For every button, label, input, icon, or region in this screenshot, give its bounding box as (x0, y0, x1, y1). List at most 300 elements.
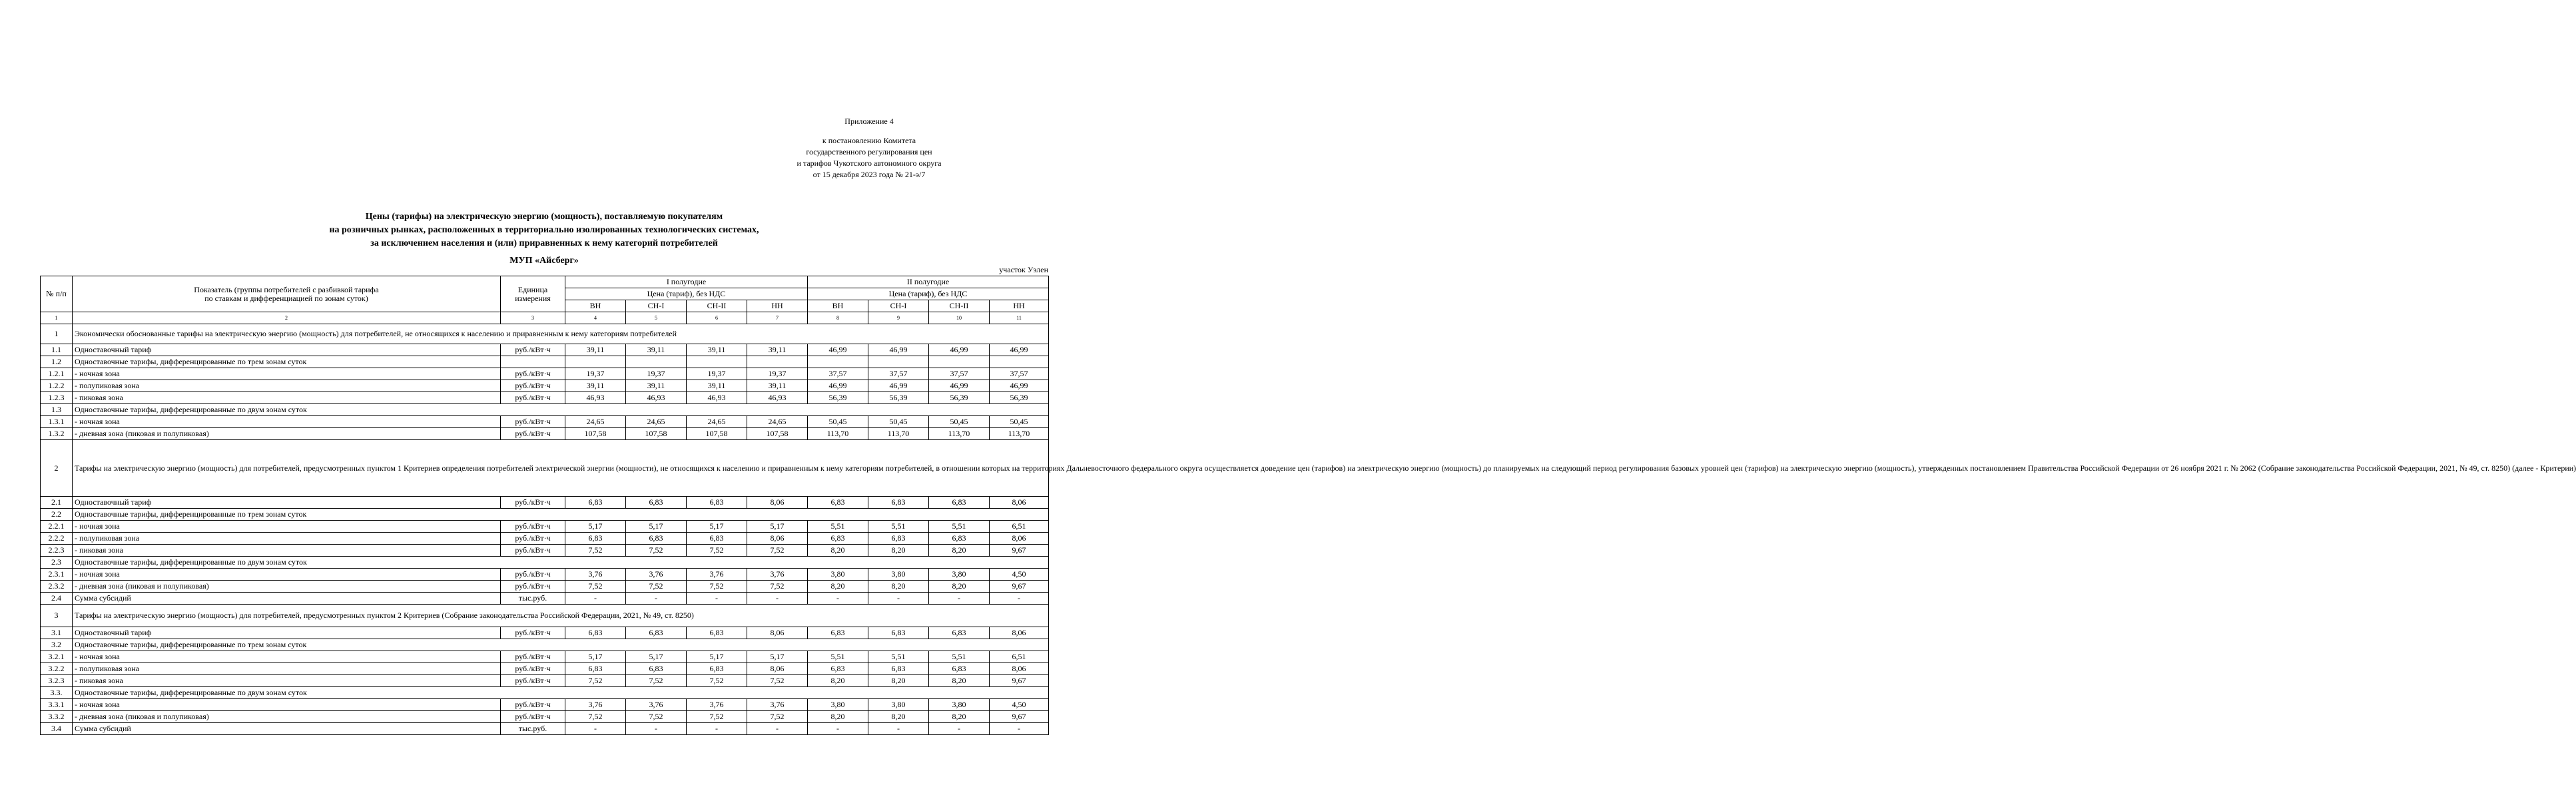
header-level: СН-II (929, 300, 990, 312)
tariff-value: 7,52 (747, 581, 808, 593)
tariff-value: 8,20 (868, 545, 929, 557)
tariff-value: 46,99 (808, 380, 868, 392)
organization-name: МУП «Айсберг» (509, 256, 579, 266)
tariff-value: 4,50 (990, 699, 1049, 711)
tariff-value: 3,76 (747, 569, 808, 581)
tariff-value: 6,83 (626, 533, 687, 545)
row-unit: тыс.руб. (501, 593, 565, 605)
header-level: НН (990, 300, 1049, 312)
tariff-value: 5,51 (808, 651, 868, 663)
row-name: - ночная зона (73, 416, 501, 428)
tariff-value: 7,52 (687, 711, 747, 723)
tariff-value: 6,51 (990, 521, 1049, 533)
tariff-value: 7,52 (687, 581, 747, 593)
tariff-value: 6,83 (868, 663, 929, 675)
tariff-value: 8,06 (990, 663, 1049, 675)
table-row (41, 533, 1049, 545)
table-row (41, 521, 1049, 533)
tariff-value: - (868, 723, 929, 735)
row-number: 2.2.2 (41, 533, 73, 545)
tariff-value: 46,93 (687, 392, 747, 404)
tariff-value: 113,70 (808, 428, 868, 440)
tariff-value: 46,99 (808, 344, 868, 356)
title-line: за исключением населения и (или) приравненных к нему категорий потребителей (370, 238, 718, 248)
document-title (40, 210, 1048, 268)
column-number: 1 (41, 312, 73, 324)
header-price-1: Цена (тариф), без НДС (565, 288, 808, 300)
title-line: Цены (тарифы) на электрическую энергию (мощность), поставляемую покупателям (365, 212, 723, 222)
row-name: - ночная зона (73, 368, 501, 380)
tariff-value: 39,11 (565, 344, 626, 356)
appendix-line: к постановлению Комитета (822, 136, 916, 145)
header-half1: I полугодие (565, 276, 808, 288)
tariff-value: 8,20 (868, 675, 929, 687)
tariff-value: 113,70 (868, 428, 929, 440)
table-row (41, 497, 1049, 509)
tariff-value: 39,11 (565, 380, 626, 392)
tariff-value: 8,20 (868, 581, 929, 593)
tariff-value: 5,51 (929, 521, 990, 533)
row-number: 1.2.2 (41, 380, 73, 392)
row-number: 3.3. (41, 687, 73, 699)
row-number: 1.3.1 (41, 416, 73, 428)
row-unit: руб./кВт·ч (501, 581, 565, 593)
tariff-value: - (565, 723, 626, 735)
tariff-value: 5,51 (868, 521, 929, 533)
tariff-value: 24,65 (565, 416, 626, 428)
tariff-value: 5,17 (687, 521, 747, 533)
group-row (41, 356, 1049, 368)
tariff-value: - (929, 723, 990, 735)
tariff-value: 8,06 (747, 497, 808, 509)
row-name: - пиковая зона (73, 392, 501, 404)
row-name: Одноставочный тариф (73, 627, 501, 639)
tariff-value: 39,11 (626, 344, 687, 356)
tariff-value: 56,39 (868, 392, 929, 404)
column-number: 5 (626, 312, 687, 324)
table-row (41, 663, 1049, 675)
row-unit: тыс.руб. (501, 723, 565, 735)
tariff-value: 46,99 (990, 380, 1049, 392)
group-row (41, 509, 1049, 521)
tariff-value: 6,83 (565, 497, 626, 509)
table-row (41, 368, 1049, 380)
empty-cell (501, 356, 565, 368)
tariff-value: 8,20 (808, 545, 868, 557)
row-unit: руб./кВт·ч (501, 380, 565, 392)
tariff-value: 3,76 (626, 569, 687, 581)
section-row (41, 324, 1049, 344)
header-level: НН (747, 300, 808, 312)
tariff-table (40, 276, 2576, 735)
tariff-value: 3,76 (747, 699, 808, 711)
tariff-value: 113,70 (990, 428, 1049, 440)
row-number: 3.4 (41, 723, 73, 735)
group-row (41, 557, 1049, 569)
row-number: 3.2.2 (41, 663, 73, 675)
empty-cell (687, 356, 747, 368)
header-level: ВН (808, 300, 868, 312)
row-unit: руб./кВт·ч (501, 368, 565, 380)
tariff-value: 39,11 (687, 344, 747, 356)
row-number: 2.2.3 (41, 545, 73, 557)
tariff-value: 37,57 (929, 368, 990, 380)
tariff-value: 3,80 (808, 699, 868, 711)
appendix-line: от 15 декабря 2023 года № 21-э/7 (812, 170, 926, 179)
tariff-value: 6,83 (687, 497, 747, 509)
row-name: - пиковая зона (73, 545, 501, 557)
tariff-value: 3,76 (565, 569, 626, 581)
row-name: Одноставочный тариф (73, 497, 501, 509)
row-name: Одноставочные тарифы, дифференцированные по трем зонам суток (73, 356, 501, 368)
tariff-value: 6,51 (990, 651, 1049, 663)
tariff-value: 7,52 (747, 675, 808, 687)
tariff-value: 5,51 (808, 521, 868, 533)
section-number: 3 (41, 605, 73, 627)
row-unit: руб./кВт·ч (501, 521, 565, 533)
tariff-value: 6,83 (687, 663, 747, 675)
tariff-value: 6,83 (929, 627, 990, 639)
row-unit: руб./кВт·ч (501, 416, 565, 428)
column-number: 11 (990, 312, 1049, 324)
row-number: 2.2 (41, 509, 73, 521)
column-number: 9 (868, 312, 929, 324)
row-number: 2.2.1 (41, 521, 73, 533)
tariff-value: - (990, 593, 1049, 605)
tariff-value: 46,99 (929, 344, 990, 356)
tariff-value: 6,83 (808, 497, 868, 509)
tariff-value: 7,52 (565, 675, 626, 687)
row-name: Одноставочные тарифы, дифференцированные по трем зонам суток (73, 639, 1049, 651)
tariff-value: 46,99 (868, 380, 929, 392)
tariff-value: 7,52 (747, 545, 808, 557)
row-name: Одноставочные тарифы, дифференцированные по двум зонам суток (73, 687, 1049, 699)
tariff-value: 113,70 (929, 428, 990, 440)
tariff-value: 9,67 (990, 581, 1049, 593)
header-indicator: Показатель (группы потребителей с разбивкой тарифа по ставкам и дифференциацией по зонам суток) (73, 276, 501, 312)
row-name: - ночная зона (73, 521, 501, 533)
tariff-value: 6,83 (808, 663, 868, 675)
tariff-value: 46,93 (565, 392, 626, 404)
row-unit: руб./кВт·ч (501, 497, 565, 509)
section-title: Тарифы на электрическую энергию (мощность) для потребителей, предусмотренных пунктом 2 Критериев (Собрание законодательства Российской Федерации, 2021, № 49, ст. 8250) (73, 605, 1049, 627)
site-note: участок Уэлен (999, 265, 1048, 274)
row-unit: руб./кВт·ч (501, 711, 565, 723)
tariff-value: - (929, 593, 990, 605)
header-price-2: Цена (тариф), без НДС (808, 288, 1049, 300)
table-row (41, 675, 1049, 687)
row-number: 3.2 (41, 639, 73, 651)
tariff-value: 3,76 (687, 699, 747, 711)
row-number: 3.2.1 (41, 651, 73, 663)
tariff-value: 5,17 (626, 651, 687, 663)
tariff-value: 6,83 (565, 627, 626, 639)
tariff-value: 7,52 (565, 711, 626, 723)
table-row (41, 711, 1049, 723)
header-num: № п/п (41, 276, 73, 312)
table-row (41, 581, 1049, 593)
tariff-value: 107,58 (626, 428, 687, 440)
tariff-value: 107,58 (747, 428, 808, 440)
row-name: Одноставочные тарифы, дифференцированные по трем зонам суток (73, 509, 1049, 521)
row-name: - полупиковая зона (73, 533, 501, 545)
tariff-value: 3,80 (808, 569, 868, 581)
tariff-value: - (747, 593, 808, 605)
tariff-value: 39,11 (747, 380, 808, 392)
section-number: 1 (41, 324, 73, 344)
table-row (41, 416, 1049, 428)
tariff-value: 6,83 (868, 533, 929, 545)
table-row (41, 545, 1049, 557)
tariff-value: 7,52 (747, 711, 808, 723)
row-name: - полупиковая зона (73, 380, 501, 392)
tariff-value: 8,20 (929, 581, 990, 593)
row-number: 2.3.2 (41, 581, 73, 593)
row-name: Сумма субсидий (73, 723, 501, 735)
tariff-value: 39,11 (687, 380, 747, 392)
row-number: 1.2.3 (41, 392, 73, 404)
row-unit: руб./кВт·ч (501, 663, 565, 675)
row-unit: руб./кВт·ч (501, 627, 565, 639)
tariff-value: 6,83 (626, 497, 687, 509)
title-line: на розничных рынках, расположенных в территориально изолированных технологических системах, (329, 225, 759, 235)
tariff-value: 5,17 (626, 521, 687, 533)
tariff-value: 56,39 (990, 392, 1049, 404)
tariff-value: 9,67 (990, 675, 1049, 687)
tariff-value: 19,37 (687, 368, 747, 380)
tariff-value: 3,80 (929, 699, 990, 711)
row-unit: руб./кВт·ч (501, 428, 565, 440)
tariff-value: 5,51 (868, 651, 929, 663)
tariff-value: 7,52 (626, 711, 687, 723)
row-name: Сумма субсидий (73, 593, 501, 605)
tariff-value: 37,57 (990, 368, 1049, 380)
table-row (41, 392, 1049, 404)
section-title: Тарифы на электрическую энергию (мощность) для потребителей, предусмотренных пунктом 1 Критериев определения потребителей электрической энергии (мощности), не относящихся к населению и приравненным к нему категориям потребителей, в отношении которых на территориях Дальневосточного федерального округа осуществляется доведение цен (тарифов) на электрическую энергию (мощность) до планируемых на следующий период регулирования базовых уровней цен (тарифов) на электрическую энергию (мощность), утвержденных постановлением Правительства Российской Федерации от 26 ноября 2021 г. № 2062 (Собрание законодательства Российской Федерации, 2021, № 49, ст. 8250) (далее - Критерии) (73, 440, 1049, 497)
tariff-value: 7,52 (626, 581, 687, 593)
row-name: - полупиковая зона (73, 663, 501, 675)
tariff-value: 8,20 (808, 581, 868, 593)
tariff-value: - (565, 593, 626, 605)
tariff-value: 7,52 (565, 581, 626, 593)
tariff-value: 5,51 (929, 651, 990, 663)
table-body (41, 324, 2576, 735)
tariff-value: 7,52 (626, 675, 687, 687)
header-unit: Единица измерения (501, 276, 565, 312)
tariff-value: 8,06 (990, 533, 1049, 545)
tariff-value: 50,45 (808, 416, 868, 428)
tariff-value: 107,58 (565, 428, 626, 440)
tariff-value: 19,37 (626, 368, 687, 380)
tariff-value: 6,83 (929, 663, 990, 675)
row-name: - пиковая зона (73, 675, 501, 687)
tariff-value: 7,52 (687, 545, 747, 557)
tariff-value: 107,58 (687, 428, 747, 440)
tariff-value: 9,67 (990, 711, 1049, 723)
row-name: Одноставочные тарифы, дифференцированные по двум зонам суток (73, 557, 1049, 569)
tariff-value: 6,83 (868, 627, 929, 639)
tariff-value: 37,57 (868, 368, 929, 380)
row-name: - дневная зона (пиковая и полупиковая) (73, 581, 501, 593)
header-level: СН-I (868, 300, 929, 312)
tariff-value: 3,76 (687, 569, 747, 581)
row-name: - ночная зона (73, 699, 501, 711)
tariff-value: 4,50 (990, 569, 1049, 581)
tariff-value: - (626, 593, 687, 605)
tariff-value: 8,20 (929, 675, 990, 687)
tariff-value: - (808, 593, 868, 605)
row-name: - дневная зона (пиковая и полупиковая) (73, 428, 501, 440)
tariff-value: 8,06 (747, 663, 808, 675)
row-number: 1.3.2 (41, 428, 73, 440)
appendix-title: Приложение 4 (844, 117, 894, 126)
section-title: Экономически обоснованные тарифы на электрическую энергию (мощность) для потребителей, не относящихся к населению и приравненным к нему категориям потребителей (73, 324, 1049, 344)
row-unit: руб./кВт·ч (501, 699, 565, 711)
table-row (41, 344, 1049, 356)
header-half2: II полугодие (808, 276, 1049, 288)
empty-cell (626, 356, 687, 368)
tariff-value: 19,37 (747, 368, 808, 380)
tariff-value: 8,20 (808, 711, 868, 723)
tariff-value: 7,52 (687, 675, 747, 687)
tariff-value: 46,93 (747, 392, 808, 404)
tariff-value: 6,83 (626, 663, 687, 675)
group-row (41, 687, 1049, 699)
empty-cell (929, 356, 990, 368)
tariff-value: 6,83 (868, 497, 929, 509)
row-number: 1.2.1 (41, 368, 73, 380)
tariff-value: 39,11 (747, 344, 808, 356)
tariff-value: - (808, 723, 868, 735)
tariff-value: 37,57 (808, 368, 868, 380)
header-level: ВН (565, 300, 626, 312)
tariff-value: 6,83 (687, 627, 747, 639)
tariff-value: 6,83 (687, 533, 747, 545)
column-number: 3 (501, 312, 565, 324)
row-number: 3.1 (41, 627, 73, 639)
tariff-value: 8,20 (929, 545, 990, 557)
row-number: 2.1 (41, 497, 73, 509)
tariff-value: 50,45 (990, 416, 1049, 428)
tariff-value: 8,06 (990, 627, 1049, 639)
appendix-line: и тарифов Чукотского автономного округа (797, 158, 942, 168)
row-unit: руб./кВт·ч (501, 344, 565, 356)
tariff-value: - (687, 723, 747, 735)
row-number: 2.3 (41, 557, 73, 569)
empty-cell (747, 356, 808, 368)
row-number: 1.3 (41, 404, 73, 416)
tariff-value: 6,83 (929, 533, 990, 545)
empty-cell (808, 356, 868, 368)
tariff-value: 3,80 (868, 699, 929, 711)
tariff-value: 3,76 (626, 699, 687, 711)
tariff-value: - (626, 723, 687, 735)
appendix-line: государственного регулирования цен (806, 147, 932, 156)
empty-cell (990, 356, 1049, 368)
appendix-block (753, 116, 986, 180)
row-number: 1.2 (41, 356, 73, 368)
tariff-value: 56,39 (808, 392, 868, 404)
tariff-value: 8,20 (808, 675, 868, 687)
tariff-value: 8,06 (990, 497, 1049, 509)
tariff-value: 56,39 (929, 392, 990, 404)
row-name: Одноставочные тарифы, дифференцированные по двум зонам суток (73, 404, 1049, 416)
row-unit: руб./кВт·ч (501, 675, 565, 687)
tariff-value: 6,83 (808, 533, 868, 545)
tariff-value: 6,83 (808, 627, 868, 639)
tariff-value: 24,65 (747, 416, 808, 428)
tariff-value: 6,83 (565, 663, 626, 675)
header-level: СН-I (626, 300, 687, 312)
section-number: 2 (41, 440, 73, 497)
column-number: 7 (747, 312, 808, 324)
tariff-value: 8,06 (747, 627, 808, 639)
tariff-value: 8,06 (747, 533, 808, 545)
table-row (41, 723, 1049, 735)
row-number: 2.4 (41, 593, 73, 605)
tariff-value: 6,83 (565, 533, 626, 545)
tariff-value: 3,80 (868, 569, 929, 581)
table-row (41, 627, 1049, 639)
tariff-value: 8,20 (868, 711, 929, 723)
tariff-value: 7,52 (565, 545, 626, 557)
tariff-value: 19,37 (565, 368, 626, 380)
row-unit: руб./кВт·ч (501, 533, 565, 545)
tariff-value: - (990, 723, 1049, 735)
row-name: - дневная зона (пиковая и полупиковая) (73, 711, 501, 723)
group-row (41, 404, 1049, 416)
tariff-value: 8,20 (929, 711, 990, 723)
tariff-value: 24,65 (687, 416, 747, 428)
tariff-value: 24,65 (626, 416, 687, 428)
table-row (41, 380, 1049, 392)
empty-cell (565, 356, 626, 368)
row-unit: руб./кВт·ч (501, 569, 565, 581)
tariff-value: 7,52 (626, 545, 687, 557)
table-row (41, 651, 1049, 663)
table-row (41, 428, 1049, 440)
section-row (41, 440, 1049, 497)
row-unit: руб./кВт·ч (501, 651, 565, 663)
row-number: 1.1 (41, 344, 73, 356)
row-unit: руб./кВт·ч (501, 392, 565, 404)
tariff-value: 9,67 (990, 545, 1049, 557)
table-row (41, 569, 1049, 581)
tariff-value: 6,83 (929, 497, 990, 509)
tariff-value: 50,45 (868, 416, 929, 428)
tariff-value: - (747, 723, 808, 735)
tariff-value: - (868, 593, 929, 605)
tariff-value: 46,99 (868, 344, 929, 356)
section-row (41, 605, 1049, 627)
tariff-value: 6,83 (626, 627, 687, 639)
column-number: 4 (565, 312, 626, 324)
table-row (41, 699, 1049, 711)
tariff-value: 39,11 (626, 380, 687, 392)
tariff-value: 5,17 (747, 651, 808, 663)
empty-cell (868, 356, 929, 368)
row-unit: руб./кВт·ч (501, 545, 565, 557)
tariff-value: 50,45 (929, 416, 990, 428)
row-name: - ночная зона (73, 569, 501, 581)
tariff-value: 3,80 (929, 569, 990, 581)
tariff-value: 46,99 (929, 380, 990, 392)
row-name: Одноставочный тариф (73, 344, 501, 356)
row-number: 2.3.1 (41, 569, 73, 581)
tariff-value: 5,17 (565, 521, 626, 533)
tariff-value: 46,99 (990, 344, 1049, 356)
table-row (41, 593, 1049, 605)
